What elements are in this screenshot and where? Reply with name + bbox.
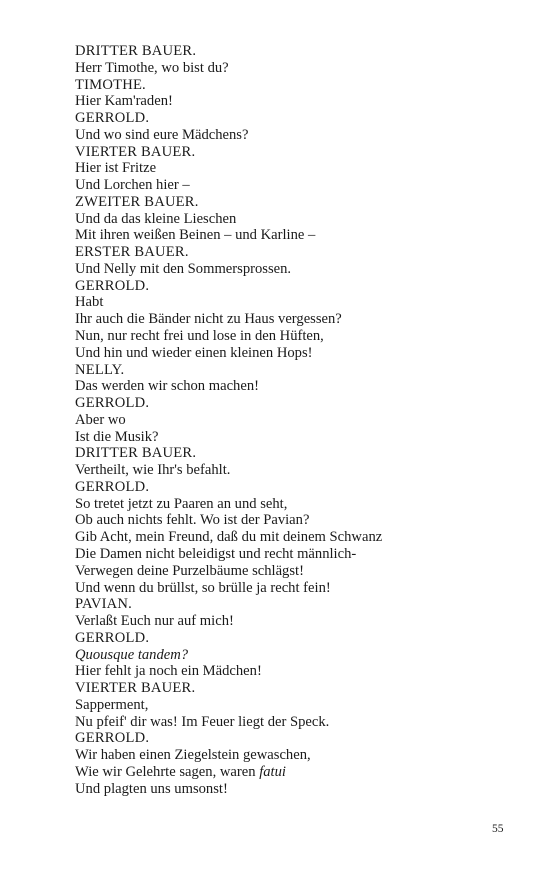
speaker-label: GERROLD. — [75, 730, 150, 747]
speaker-label: PAVIAN. — [75, 596, 132, 613]
verse-line — [75, 345, 515, 362]
speaker-name — [75, 77, 515, 94]
line-text: Und Lorchen hier – — [75, 177, 190, 194]
speaker-label: DRITTER BAUER. — [75, 43, 197, 59]
speaker-name — [75, 362, 515, 379]
line-text: Hier ist Fritze — [75, 160, 157, 177]
verse-line — [75, 781, 515, 798]
line-text: Und Nelly mit den Sommersprossen. — [75, 260, 292, 277]
speaker-name — [75, 395, 515, 412]
verse-line — [75, 462, 515, 479]
line-text: Und hin und wieder einen kleinen Hops! — [75, 344, 313, 361]
speaker-name — [75, 194, 515, 211]
line-text: Ist die Musik? — [75, 428, 159, 445]
speaker-name — [75, 278, 515, 295]
verse-line — [75, 211, 515, 228]
line-text: Ihr auch die Bänder nicht zu Haus vergessen? — [75, 311, 342, 328]
speaker-label: ERSTER BAUER. — [75, 244, 189, 261]
speaker-name — [75, 144, 515, 161]
speaker-name — [75, 244, 515, 261]
line-text: Und da das kleine Lieschen — [75, 210, 237, 227]
speaker-name — [75, 445, 515, 462]
line-text: Wie wir Gelehrte sagen, waren — [75, 763, 260, 780]
line-text: Nun, nur recht frei und lose in den Hüften, — [75, 328, 324, 345]
verse-line — [75, 697, 515, 714]
line-text: Wir haben einen Ziegelstein gewaschen, — [75, 747, 311, 764]
speaker-name — [75, 730, 515, 747]
line-text: Nu pfeif' dir was! Im Feuer liegt der Speck. — [75, 713, 330, 730]
speaker-label: GERROLD. — [75, 395, 150, 412]
verse-line — [75, 429, 515, 446]
page-number: 55 — [492, 823, 504, 835]
verse-line — [75, 613, 515, 630]
verse-line — [75, 663, 515, 680]
speaker-name — [75, 110, 515, 127]
line-text: Sapperment, — [75, 696, 149, 713]
italic-word: fatui — [259, 763, 286, 780]
line-text: Herr Timothe, wo bist du? — [75, 59, 229, 76]
line-text: Und wo sind eure Mädchens? — [75, 126, 249, 143]
line-text: Hier Kam'raden! — [75, 93, 173, 110]
verse-line — [75, 647, 515, 664]
line-text: Ob auch nichts fehlt. Wo ist der Pavian? — [75, 512, 310, 529]
line-text: Hier fehlt ja noch ein Mädchen! — [75, 663, 262, 680]
speaker-name — [75, 43, 515, 60]
speaker-label: GERROLD. — [75, 629, 150, 646]
verse-line — [75, 177, 515, 194]
verse-line — [75, 747, 515, 764]
speaker-name — [75, 630, 515, 647]
line-text: Und wenn du brüllst, so brülle ja recht fein! — [75, 579, 331, 596]
verse-line — [75, 496, 515, 513]
verse-line — [75, 294, 515, 311]
verse-line — [75, 93, 515, 110]
line-text: Vertheilt, wie Ihr's befahlt. — [75, 462, 231, 479]
line-text: Habt — [75, 294, 104, 311]
line-text: Und plagten uns umsonst! — [75, 780, 228, 797]
speaker-label: TIMOTHE. — [75, 76, 146, 93]
line-text: Quousque tandem? — [75, 646, 189, 663]
verse-line — [75, 529, 515, 546]
line-text: Verlaßt Euch nur auf mich! — [75, 613, 234, 630]
line-text: So tretet jetzt zu Paaren an und seht, — [75, 495, 288, 512]
speaker-label: ZWEITER BAUER. — [75, 193, 199, 210]
verse-line — [75, 714, 515, 731]
speaker-label: VIERTER BAUER. — [75, 680, 196, 697]
verse-line — [75, 580, 515, 597]
speaker-name — [75, 479, 515, 496]
verse-line — [75, 227, 515, 244]
verse-line — [75, 311, 515, 328]
verse-line — [75, 261, 515, 278]
line-text: Aber wo — [75, 411, 126, 428]
line-text: Verwegen deine Purzelbäume schlägst! — [75, 562, 304, 579]
line-text: Die Damen nicht beleidigst und recht männlich- — [75, 545, 357, 562]
speaker-label: VIERTER BAUER. — [75, 143, 196, 160]
verse-line — [75, 378, 515, 395]
verse-line — [75, 563, 515, 580]
verse-line — [75, 127, 515, 144]
line-text: Das werden wir schon machen! — [75, 378, 259, 395]
line-text: Mit ihren weißen Beinen – und Karline – — [75, 227, 316, 244]
verse-line — [75, 160, 515, 177]
verse-line — [75, 546, 515, 563]
verse-line — [75, 764, 515, 781]
speaker-label: DRITTER BAUER. — [75, 445, 197, 462]
verse-line — [75, 328, 515, 345]
speaker-label: GERROLD. — [75, 110, 150, 127]
verse-line — [75, 512, 515, 529]
speaker-label: NELLY. — [75, 361, 125, 378]
speaker-name — [75, 680, 515, 697]
speaker-label: GERROLD. — [75, 277, 150, 294]
speaker-label: GERROLD. — [75, 478, 150, 495]
verse-line — [75, 60, 515, 77]
play-text — [75, 43, 515, 797]
speaker-name — [75, 596, 515, 613]
verse-line — [75, 412, 515, 429]
line-text: Gib Acht, mein Freund, daß du mit deinem Schwanz — [75, 529, 383, 546]
